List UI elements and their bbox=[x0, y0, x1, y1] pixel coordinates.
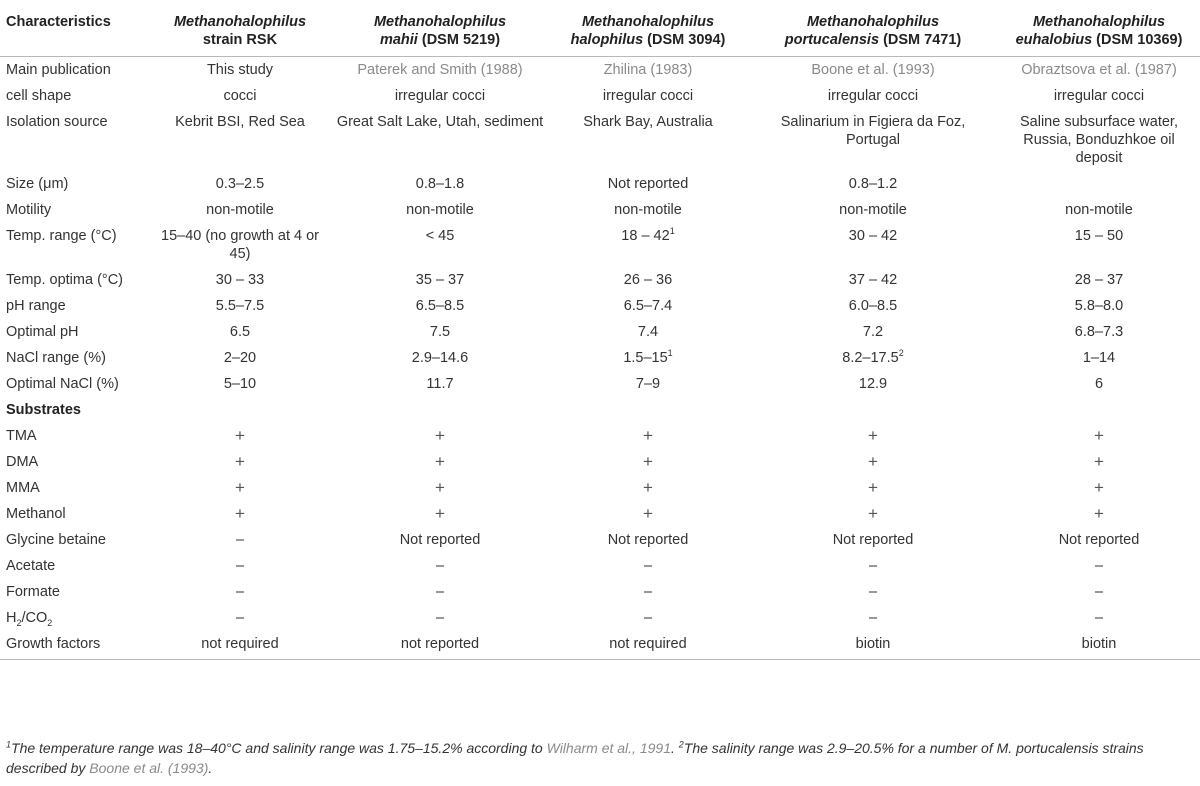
cell: Not reported bbox=[1058, 532, 1140, 548]
species-name: halophilus bbox=[570, 32, 644, 48]
plus-sign: + bbox=[435, 452, 445, 471]
row-label: Formate bbox=[6, 584, 60, 600]
cell: 6.8–7.3 bbox=[1074, 324, 1124, 340]
cell bbox=[548, 345, 748, 371]
cell: 6 bbox=[1094, 376, 1104, 392]
row-dma bbox=[0, 449, 1200, 475]
row-label bbox=[0, 171, 148, 197]
strain-comparison-table bbox=[0, 5, 1200, 660]
species-name: portucalensis bbox=[784, 32, 880, 48]
row-mma bbox=[0, 475, 1200, 501]
header-euhalobius bbox=[998, 5, 1200, 57]
cell: biotin bbox=[998, 631, 1200, 660]
plus-sign: + bbox=[1094, 452, 1104, 471]
table-footnote bbox=[6, 738, 1196, 778]
plus-sign: + bbox=[1094, 504, 1104, 523]
cell: Great Salt Lake, Utah, sediment bbox=[336, 114, 544, 130]
reference-link[interactable]: Paterek and Smith (1988) bbox=[357, 62, 523, 78]
plus-sign: + bbox=[1094, 426, 1104, 445]
row-label: Growth factors bbox=[0, 631, 148, 660]
cell bbox=[748, 345, 998, 371]
label-text: H bbox=[6, 610, 17, 626]
row-label: Temp. optima (°C) bbox=[6, 272, 123, 288]
row-methanol bbox=[0, 501, 1200, 527]
row-optimal-nacl bbox=[0, 371, 1200, 397]
dash-sign: – bbox=[868, 584, 878, 600]
genus-name: Methanohalophilus bbox=[373, 14, 507, 30]
footnote-text: . bbox=[208, 760, 213, 776]
cell: 6.5–7.4 bbox=[623, 298, 673, 314]
cell: cocci bbox=[223, 88, 257, 104]
cell: 6.0–8.5 bbox=[848, 298, 898, 314]
plus-sign: + bbox=[235, 452, 245, 471]
cell: 2–20 bbox=[223, 350, 257, 366]
row-temp-optima bbox=[0, 267, 1200, 293]
cell: Salinarium in Figiera da Foz, Portugal bbox=[780, 114, 966, 148]
section-heading: Substrates bbox=[6, 402, 81, 418]
row-size bbox=[0, 171, 1200, 197]
cell: 1–14 bbox=[1082, 350, 1116, 366]
cell: 7.2 bbox=[862, 324, 884, 340]
cell: biotin bbox=[748, 631, 998, 660]
header-strain-rsk bbox=[148, 5, 332, 57]
cell: not reported bbox=[332, 631, 548, 660]
row-isolation-source bbox=[0, 109, 1200, 171]
cell: This study bbox=[206, 62, 274, 78]
footnote-text: The temperature range was 18–40°C and salinity range was 1.75–15.2% according to bbox=[11, 740, 547, 756]
plus-sign: + bbox=[235, 504, 245, 523]
cell: 12.9 bbox=[858, 376, 888, 392]
dash-sign: – bbox=[235, 584, 245, 600]
header-portucalensis bbox=[748, 5, 998, 57]
cell: 30 – 33 bbox=[215, 272, 265, 288]
cell: irregular cocci bbox=[1053, 88, 1145, 104]
header-halophilus bbox=[548, 5, 748, 57]
cell: 35 – 37 bbox=[415, 272, 465, 288]
row-label: Main publication bbox=[6, 62, 111, 78]
cell: 5.5–7.5 bbox=[215, 298, 265, 314]
row-label: Temp. range (°C) bbox=[6, 228, 117, 244]
cell: non-motile bbox=[206, 202, 274, 218]
row-glycine-betaine bbox=[0, 527, 1200, 553]
dsm-number: (DSM 5219) bbox=[421, 32, 501, 48]
row-label: pH range bbox=[6, 298, 66, 314]
footnote-marker: 1 bbox=[669, 226, 675, 237]
cell: 0.8–1.8 bbox=[415, 176, 465, 192]
dash-sign: – bbox=[235, 532, 245, 548]
cell: 7–9 bbox=[635, 376, 661, 392]
label-text: /CO bbox=[21, 610, 48, 626]
plus-sign: + bbox=[868, 452, 878, 471]
cell: 6.5–8.5 bbox=[415, 298, 465, 314]
dash-sign: – bbox=[643, 558, 653, 574]
dash-sign: – bbox=[643, 584, 653, 600]
strain-label: strain RSK bbox=[202, 32, 278, 48]
header-row bbox=[0, 5, 1200, 57]
plus-sign: + bbox=[435, 504, 445, 523]
dash-sign: – bbox=[235, 558, 245, 574]
cell: Not reported bbox=[832, 532, 914, 548]
dsm-number: (DSM 7471) bbox=[883, 32, 962, 48]
row-substrates-heading bbox=[0, 397, 1200, 423]
row-label: Optimal pH bbox=[6, 324, 79, 340]
row-label: Glycine betaine bbox=[6, 532, 106, 548]
footnote-marker: 2 bbox=[678, 739, 684, 750]
cell: Not reported bbox=[607, 176, 689, 192]
cell: 5.8–8.0 bbox=[1074, 298, 1124, 314]
subscript: 2 bbox=[47, 617, 53, 628]
cell: not required bbox=[148, 631, 332, 660]
row-optimal-ph bbox=[0, 319, 1200, 345]
dsm-number: (DSM 3094) bbox=[647, 32, 726, 48]
cell: 15–40 (no growth at 4 or 45) bbox=[161, 228, 319, 262]
row-label: NaCl range (%) bbox=[6, 350, 106, 366]
cell: 7.5 bbox=[429, 324, 451, 340]
cell-value: 18 – 42 bbox=[621, 228, 670, 244]
cell: Kebrit BSI, Red Sea bbox=[175, 114, 305, 130]
row-growth-factors bbox=[0, 631, 1200, 660]
genus-name: Methanohalophilus bbox=[581, 14, 715, 30]
plus-sign: + bbox=[643, 452, 653, 471]
plus-sign: + bbox=[868, 504, 878, 523]
row-h2-co2 bbox=[0, 605, 1200, 631]
plus-sign: + bbox=[868, 478, 878, 497]
plus-sign: + bbox=[868, 426, 878, 445]
row-label bbox=[0, 605, 148, 631]
plus-sign: + bbox=[643, 504, 653, 523]
dash-sign: – bbox=[1094, 558, 1104, 574]
row-motility bbox=[0, 197, 1200, 223]
reference-link[interactable]: Obraztsova et al. (1987) bbox=[1021, 62, 1177, 78]
row-label: Methanol bbox=[6, 506, 66, 522]
cell: non-motile bbox=[1065, 202, 1133, 218]
cell: 28 – 37 bbox=[1074, 272, 1124, 288]
dash-sign: – bbox=[435, 584, 445, 600]
header-mahii bbox=[332, 5, 548, 57]
cell: 15 – 50 bbox=[1074, 228, 1124, 244]
dash-sign: – bbox=[868, 610, 878, 626]
subscript: 2 bbox=[16, 617, 22, 628]
footnote-marker: 1 bbox=[667, 348, 673, 359]
dash-sign: – bbox=[235, 610, 245, 626]
cell: 5–10 bbox=[223, 376, 257, 392]
row-label: Acetate bbox=[6, 558, 56, 574]
row-label: MMA bbox=[6, 480, 40, 496]
cell: irregular cocci bbox=[394, 88, 486, 104]
cell: non-motile bbox=[614, 202, 682, 218]
label-text: m) bbox=[51, 176, 69, 192]
cell: 0.3–2.5 bbox=[215, 176, 265, 192]
dash-sign: – bbox=[868, 558, 878, 574]
row-cell-shape bbox=[0, 83, 1200, 109]
cell: irregular cocci bbox=[602, 88, 694, 104]
reference-link[interactable]: Boone et al. (1993) bbox=[811, 62, 935, 78]
cell: 30 – 42 bbox=[848, 228, 898, 244]
plus-sign: + bbox=[235, 478, 245, 497]
row-nacl-range bbox=[0, 345, 1200, 371]
dash-sign: – bbox=[435, 558, 445, 574]
row-label: Isolation source bbox=[6, 114, 108, 130]
cell: < 45 bbox=[425, 228, 455, 244]
row-label: cell shape bbox=[6, 88, 72, 104]
cell bbox=[998, 171, 1200, 197]
mu-symbol: μ bbox=[43, 176, 52, 192]
cell: 7.4 bbox=[637, 324, 659, 340]
dash-sign: – bbox=[435, 610, 445, 626]
row-temp-range bbox=[0, 223, 1200, 267]
row-acetate bbox=[0, 553, 1200, 579]
cell: non-motile bbox=[406, 202, 474, 218]
row-formate bbox=[0, 579, 1200, 605]
plus-sign: + bbox=[235, 426, 245, 445]
dash-sign: – bbox=[1094, 610, 1104, 626]
reference-link[interactable]: Boone et al. (1993) bbox=[89, 760, 209, 776]
cell bbox=[548, 223, 748, 267]
cell: 26 – 36 bbox=[623, 272, 673, 288]
row-label: TMA bbox=[6, 428, 37, 444]
cell: 2.9–14.6 bbox=[411, 350, 469, 366]
cell-value: 1.5–15 bbox=[623, 350, 668, 366]
cell: 0.8–1.2 bbox=[848, 176, 898, 192]
footnote-text: . bbox=[670, 740, 679, 756]
plus-sign: + bbox=[643, 478, 653, 497]
reference-link[interactable]: Wilharm et al., 1991 bbox=[546, 740, 671, 756]
cell: irregular cocci bbox=[827, 88, 919, 104]
cell: Shark Bay, Australia bbox=[583, 114, 713, 130]
cell: not required bbox=[548, 631, 748, 660]
row-ph-range bbox=[0, 293, 1200, 319]
cell-value: 8.2–17.5 bbox=[842, 350, 899, 366]
row-tma bbox=[0, 423, 1200, 449]
row-label: Motility bbox=[6, 202, 52, 218]
row-label: Optimal NaCl (%) bbox=[6, 376, 119, 392]
plus-sign: + bbox=[1094, 478, 1104, 497]
header-characteristics: Characteristics bbox=[0, 5, 148, 57]
reference-link[interactable]: Zhilina (1983) bbox=[603, 62, 693, 78]
cell: Not reported bbox=[607, 532, 689, 548]
row-label: DMA bbox=[6, 454, 39, 470]
plus-sign: + bbox=[435, 478, 445, 497]
species-name: mahii bbox=[379, 32, 418, 48]
genus-name: Methanohalophilus bbox=[173, 14, 307, 30]
genus-name: Methanohalophilus bbox=[806, 14, 940, 30]
row-main-publication bbox=[0, 57, 1200, 84]
dsm-number: (DSM 10369) bbox=[1096, 32, 1183, 48]
cell: non-motile bbox=[839, 202, 907, 218]
label-text: Size ( bbox=[6, 176, 44, 192]
cell: Not reported bbox=[399, 532, 481, 548]
cell: 37 – 42 bbox=[848, 272, 898, 288]
footnote-marker: 2 bbox=[898, 348, 904, 359]
plus-sign: + bbox=[643, 426, 653, 445]
dash-sign: – bbox=[1094, 584, 1104, 600]
cell: 11.7 bbox=[426, 376, 454, 392]
species-name: euhalobius bbox=[1015, 32, 1093, 48]
cell: Saline subsurface water, Russia, Bonduzhkoe oil deposit bbox=[1020, 114, 1178, 166]
cell: 6.5 bbox=[229, 324, 251, 340]
plus-sign: + bbox=[435, 426, 445, 445]
footnote-text: The salinity range was 2.9–20.5% for a number of M. portucalensis strains described by bbox=[6, 740, 1144, 776]
genus-name: Methanohalophilus bbox=[1032, 14, 1166, 30]
footnote-marker: 1 bbox=[6, 739, 12, 750]
dash-sign: – bbox=[643, 610, 653, 626]
